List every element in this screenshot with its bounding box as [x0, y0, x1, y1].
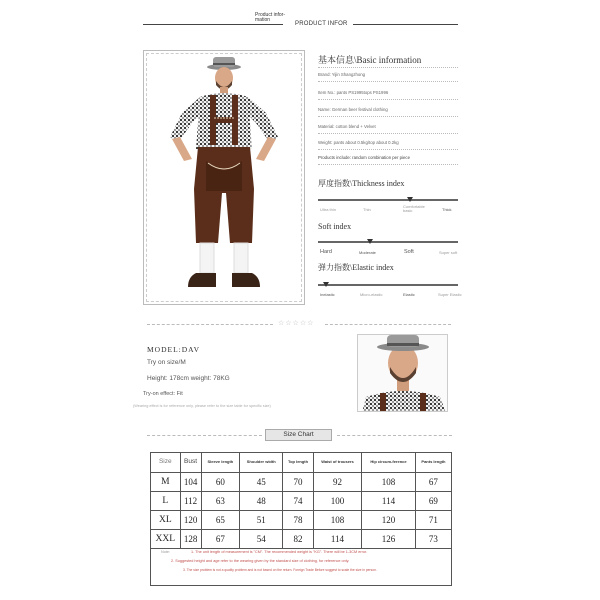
cell: 128 [180, 530, 201, 549]
header-rule-left [143, 24, 283, 25]
elastic-label-3: Elastic [403, 292, 415, 297]
elastic-marker [323, 282, 329, 287]
col-bust: Bust [180, 453, 201, 473]
model-portrait-illustration [358, 335, 448, 412]
cell: 67 [201, 530, 240, 549]
divider-left [147, 324, 273, 325]
info-divider [318, 116, 458, 117]
divider-right [325, 324, 451, 325]
size-notes-box [150, 537, 452, 586]
thickness-marker [407, 197, 413, 202]
cell: 120 [362, 511, 416, 530]
cell: 45 [240, 473, 283, 492]
cell-size: XL [151, 511, 181, 530]
cell: 73 [415, 530, 451, 549]
cell: 69 [415, 492, 451, 511]
info-divider [318, 81, 458, 82]
thickness-title: 厚度指数\Thickness index [318, 179, 405, 188]
size-table [150, 452, 452, 549]
soft-label-4: Super soft [439, 250, 458, 255]
elastic-scale [318, 284, 458, 286]
size-note-2: 2. Suggested height and age refer to the wearing given by the standard size of clothing, for reference only. [171, 559, 350, 563]
elastic-label-2: Micro-elastic [360, 292, 383, 297]
col-sleeve-length: Sleeve length [201, 453, 240, 473]
cell: 71 [415, 511, 451, 530]
model-note: (Wearing effect is for reference only, please refer to the size table for specific size) [133, 404, 271, 408]
col-waist: Waist of trousers [313, 453, 361, 473]
info-divider [318, 164, 458, 165]
thickness-label-1: Ultra thin [320, 207, 337, 212]
cell: 54 [240, 530, 283, 549]
size-divider-right [337, 435, 452, 436]
star-divider: ☆☆☆☆☆ [278, 320, 315, 327]
cell: 67 [415, 473, 451, 492]
soft-index-title: Soft index [318, 222, 352, 231]
cell: 114 [362, 492, 416, 511]
size-divider-left [147, 435, 262, 436]
cell: 78 [283, 511, 314, 530]
elastic-index-title: 弹力指数\Elastic index [318, 263, 394, 272]
info-divider [318, 99, 458, 100]
notes-label: Note: [161, 550, 171, 554]
header-small-label: Product infor-mation [255, 12, 286, 23]
cell: 120 [180, 511, 201, 530]
soft-label-3: Soft [404, 249, 414, 255]
cell: 74 [283, 492, 314, 511]
info-name: Name: German beer festival clothing [318, 107, 388, 112]
cell: 126 [362, 530, 416, 549]
model-try-on-size: Try on size/M [147, 359, 186, 366]
thickness-scale [318, 199, 458, 201]
cell: 70 [283, 473, 314, 492]
table-row [151, 511, 452, 530]
cell-size: L [151, 492, 181, 511]
soft-label-1: Hard [320, 249, 332, 255]
info-includes: Products include: random combination per piece [318, 155, 410, 160]
cell: 108 [362, 473, 416, 492]
cell: 92 [313, 473, 361, 492]
model-try-on-effect: Try-on effect: Fit [143, 391, 183, 397]
man-in-lederhosen-illustration [144, 51, 304, 304]
size-table-header [151, 453, 452, 473]
size-note-3: 3. The size problem is not a quality problem and is not based on the return. Foreign Trade Before suggest to scale the size in person. [183, 568, 377, 572]
col-hip: Hip circum-ference [362, 453, 416, 473]
cell: 51 [240, 511, 283, 530]
info-material: Material: cotton blend + Velvet [318, 124, 376, 129]
soft-marker [367, 239, 373, 244]
thickness-label-2: Thin [363, 207, 371, 212]
cell: 112 [180, 492, 201, 511]
soft-label-2: Moderate [359, 250, 376, 255]
cell: 65 [201, 511, 240, 530]
cell: 60 [201, 473, 240, 492]
header-title: PRODUCT INFOR [295, 21, 348, 27]
cell: 63 [201, 492, 240, 511]
model-height-weight: Height: 178cm weight: 78KG [147, 375, 230, 382]
info-weight: Weight: pants about 0.5kg/top about 0.2kg [318, 140, 399, 145]
col-size: Size [151, 453, 181, 473]
cell-size: XXL [151, 530, 181, 549]
thickness-label-3: Comfortable basic [403, 204, 425, 213]
header-rule-right [353, 24, 458, 25]
thickness-label-4: Thick [442, 207, 452, 212]
cell: 104 [180, 473, 201, 492]
soft-scale [318, 241, 458, 243]
cell: 100 [313, 492, 361, 511]
model-portrait-photo [357, 334, 448, 412]
model-title: MODEL:DAV [147, 345, 201, 354]
col-pants-length: Pants length [415, 453, 451, 473]
col-top-length: Top length [283, 453, 314, 473]
cell: 82 [283, 530, 314, 549]
cell: 114 [313, 530, 361, 549]
info-brand: Brand: Yijin Shangzhong [318, 72, 366, 77]
product-photo [143, 50, 305, 305]
cell: 48 [240, 492, 283, 511]
table-row [151, 473, 452, 492]
product-page [133, 0, 468, 600]
table-row [151, 492, 452, 511]
info-divider [318, 149, 458, 150]
info-item-no: Item No.: pants PS1995tops PS1996 [318, 90, 389, 95]
info-divider [318, 133, 458, 134]
elastic-label-1: Inelastic [320, 292, 335, 297]
size-chart-tab[interactable]: Size Chart [265, 429, 332, 441]
info-divider [318, 67, 458, 68]
cell-size: M [151, 473, 181, 492]
elastic-label-4: Super Elastic [438, 292, 462, 297]
basic-info-title: 基本信息\Basic information [318, 55, 422, 65]
size-note-1: 1. The unit length of measurement is "CM". The recommended weight is "KG". There will be 1-3CM error. [191, 550, 368, 554]
col-shoulder-width: Shoulder width [240, 453, 283, 473]
cell: 108 [313, 511, 361, 530]
